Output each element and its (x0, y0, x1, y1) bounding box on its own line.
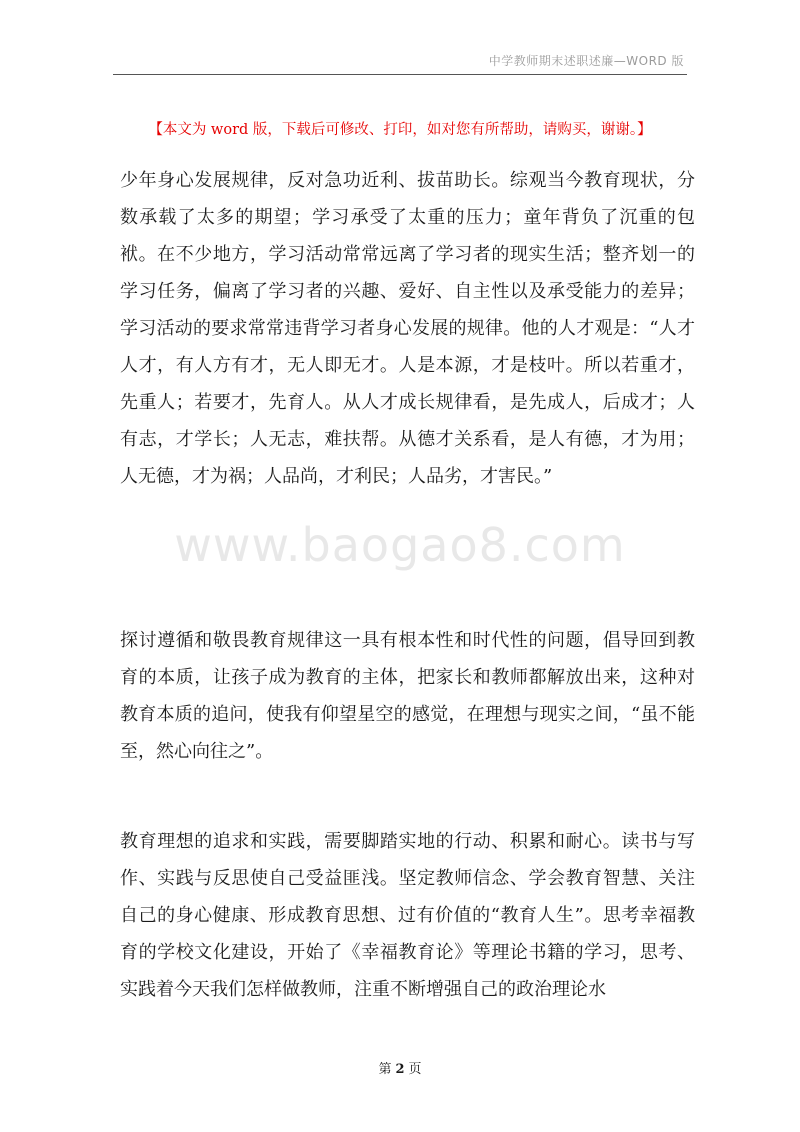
footer-suffix: 页 (408, 1062, 422, 1077)
page-footer (0, 1058, 800, 1077)
page-number: 2 (395, 1062, 405, 1077)
body-paragraph-2: 探讨遵循和敬畏教育规律这一具有根本性和时代性的问题，倡导回到教育的本质，让孩子成为教育的主体，把家长和教师都解放出来，这种对教育本质的追问，使我有仰望星空的感觉，在理想与现实之间，“虽不能至，然心向往之”。 (120, 630, 695, 762)
download-notice: 【本文为 word 版，下载后可修改、打印，如对您有所帮助，请购买，谢谢。】 (148, 122, 652, 138)
header-divider (113, 74, 687, 75)
body-paragraph-3: 教育理想的追求和实践，需要脚踏实地的行动、积累和耐心。读书与写作、实践与反思使自己受益匪浅。坚定教师信念、学会教育智慧、关注自己的身心健康、形成教育思想、过有价值的“教育人生”。思考幸福教育的学校文化建设，开始了《幸福教育论》等理论书籍的学习，思考、实践着今天我们怎样做教师，注重不断增强自己的政治理论水 (120, 831, 695, 1000)
page-header-title: 中学教师期末述职述廉—WORD 版 (488, 54, 684, 68)
footer-prefix: 第 (378, 1062, 392, 1077)
watermark: www.baogao8.com (174, 518, 626, 572)
body-paragraph-1: 少年身心发展规律，反对急功近利、拔苗助长。综观当今教育现状，分数承载了太多的期望；学习承受了太重的压力；童年背负了沉重的包袱。在不少地方，学习活动常常远离了学习者的现实生活；整齐划一的学习任务，偏离了学习者的兴趣、爱好、自主性以及承受能力的差异；学习活动的要求常常违背学习者身心发展的规律。他的人才观是：“人才人才，有人方有才，无人即无才。人是本源，才是枝叶。所以若重才，先重人；若要才，先育人。从人才成长规律看，是先成人，后成才；人有志，才学长；人无志，难扶帮。从德才关系看，是人有德，才为用；人无德，才为祸；人品尚，才利民；人品劣，才害民。” (120, 170, 695, 487)
